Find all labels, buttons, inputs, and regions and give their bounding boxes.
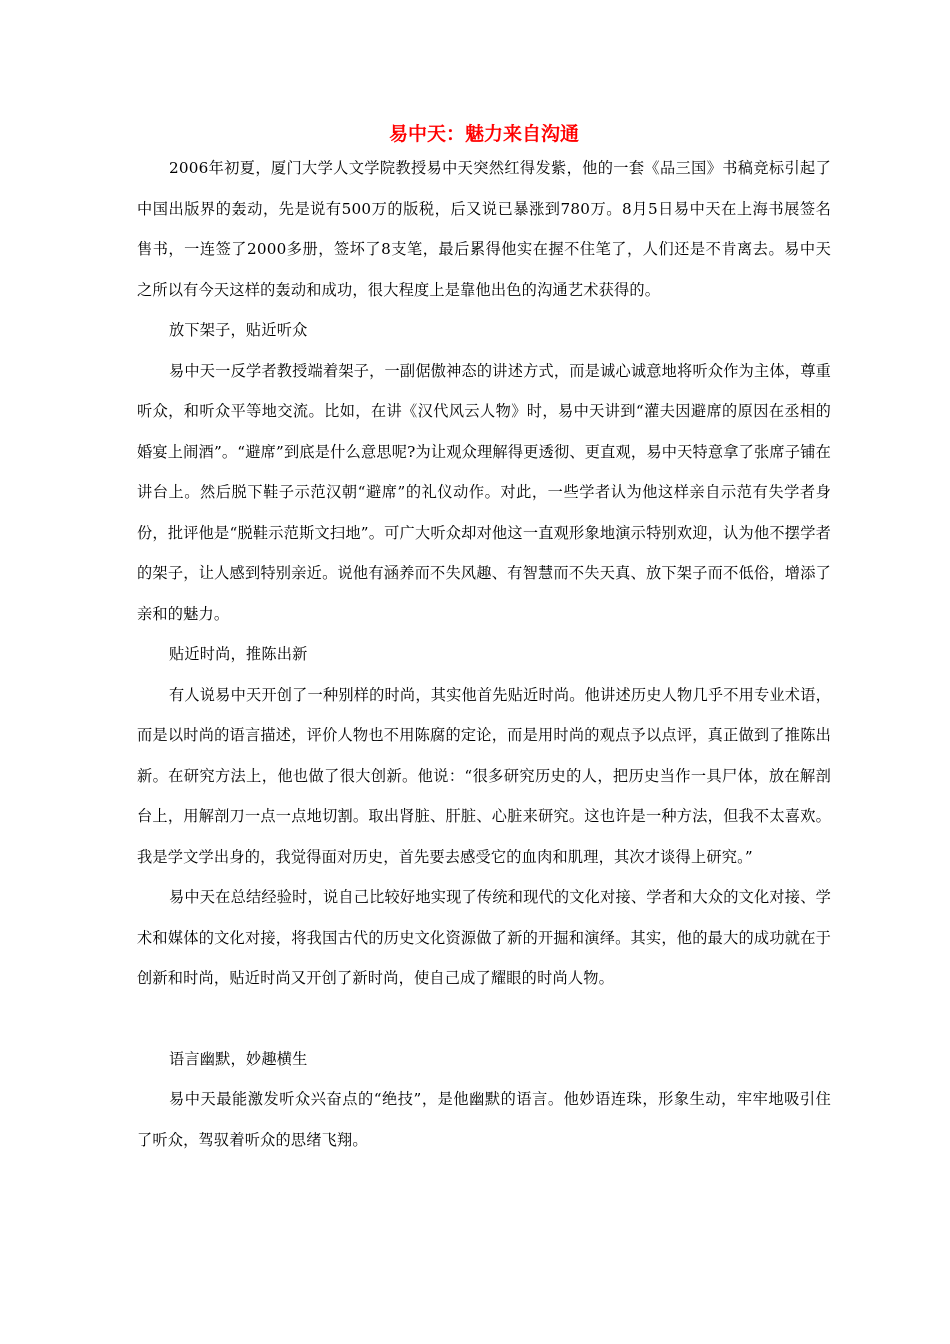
paragraph-intro: 2006年初夏，厦门大学人文学院教授易中天突然红得发紫，他的一套《品三国》书稿竞标引起了中国出版界的轰动，先是说有500万的版税，后又说已暴涨到780万。8月5日易中天在上海书展签名售书，一连签了2000多册，签坏了8支笔，最后累得他实在握不住笔了，人们还是不肯离去。易中天之所以有今天这样的轰动和成功，很大程度上是靠他出色的沟通艺术获得的。 — [137, 159, 831, 299]
paragraph-experience: 易中天在总结经验时，说自己比较好地实现了传统和现代的文化对接、学者和大众的文化对接、学术和媒体的文化对接，将我国古代的历史文化资源做了新的开掘和演绎。其实，他的最大的成功就在于创新和时尚，贴近时尚又开创了新时尚，使自己成了耀眼的时尚人物。 — [137, 888, 831, 987]
paragraph-humor: 易中天最能激发听众兴奋点的“绝技”，是他幽默的语言。他妙语连珠，形象生动，牢牢地吸引住了听众，驾驭着听众的思绪飞翔。 — [137, 1090, 831, 1149]
blank-line — [137, 999, 831, 1039]
section-heading-fashion: 贴近时尚，推陈出新 — [169, 645, 308, 663]
document-page — [137, 120, 831, 1160]
page-title: 易中天：魅力来自沟通 — [388, 123, 579, 145]
section-heading-humor: 语言幽默，妙趣横生 — [169, 1049, 308, 1068]
paragraph-fashion: 有人说易中天开创了一种别样的时尚，其实他首先贴近时尚。他讲述历史人物几乎不用专业术语，而是以时尚的语言描述，评价人物也不用陈腐的定论，而是用时尚的观点予以点评，真正做到了推陈出新。在研究方法上，他也做了很大创新。他说：“很多研究历史的人，把历史当作一具尸体，放在解剖台上，用解剖刀一点一点地切割。取出肾脏、肝脏、心脏来研究。这也许是一种方法，但我不太喜欢。我是学文学出身的，我觉得面对历史，首先要去感受它的血肉和肌理，其次才谈得上研究。” — [137, 685, 831, 866]
paragraph-approachable: 易中天一反学者教授端着架子，一副倨傲神态的讲述方式，而是诚心诚意地将听众作为主体，尊重听众，和听众平等地交流。比如，在讲《汉代风云人物》时，易中天讲到“灌夫因避席的原因在丞相的婚宴上闹酒”。“避席”到底是什么意思呢?为让观众理解得更透彻、更直观，易中天特意拿了张席子铺在讲台上。然后脱下鞋子示范汉朝“避席”的礼仪动作。对此，一些学者认为他这样亲自示范有失学者身份，批评他是“脱鞋示范斯文扫地”。可广大听众却对他这一直观形象地演示特别欢迎，认为他不摆学者的架子，让人感到特别亲近。说他有涵养而不失风趣、有智慧而不失天真、放下架子而不低俗，增添了亲和的魅力。 — [137, 361, 831, 623]
section-heading-approachable: 放下架子，贴近听众 — [169, 321, 308, 339]
